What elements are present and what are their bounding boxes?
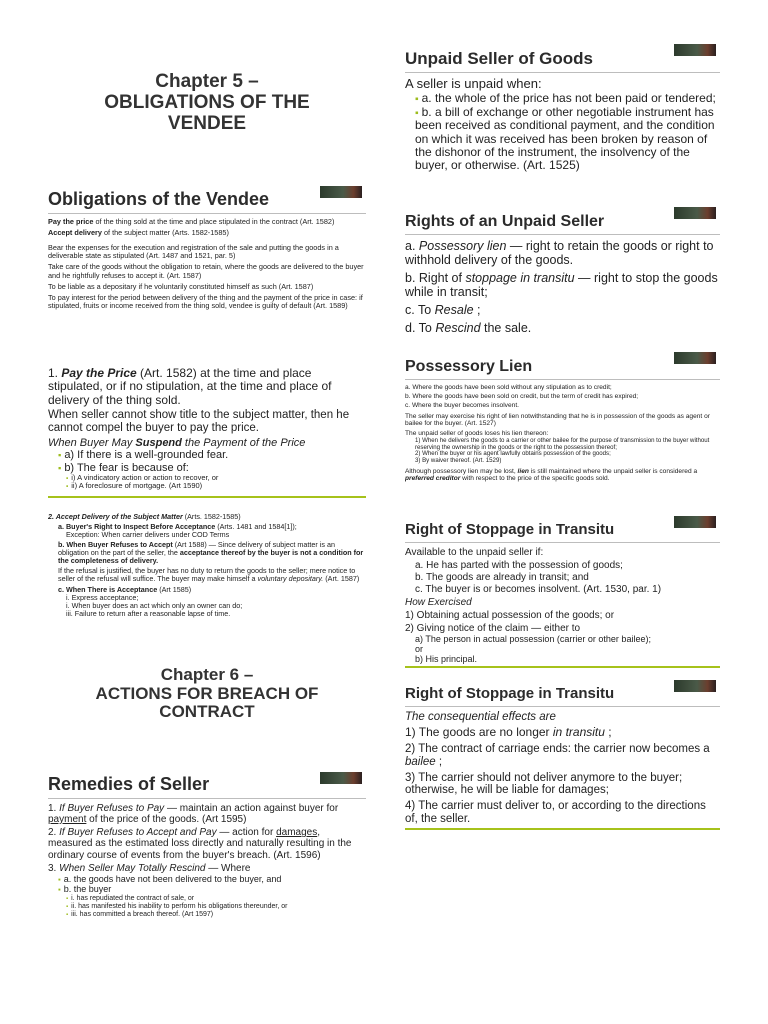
list-item: The unpaid seller of goods loses his lien thereon: — [405, 430, 549, 438]
list-item: 1. If Buyer Refuses to Pay — maintain an action against buyer for payment of the price of the goods. (Art 1595) — [48, 802, 339, 825]
slide-title: Right of Stoppage in Transitu — [405, 521, 615, 538]
chapter-5-heading: Chapter 5 – OBLIGATIONS OF THE VENDEE — [104, 72, 310, 134]
slide-title: Remedies of Seller — [48, 774, 210, 794]
stoppage-in-transitu-slide-2 — [405, 676, 720, 830]
list-item: or — [415, 643, 424, 654]
list-item: c. To Resale ; — [405, 302, 481, 317]
list-item: 2) Giving notice of the claim — either to — [405, 622, 581, 634]
list-item: 2. Accept Delivery of the Subject Matter (Arts. 1582-1585) — [48, 512, 241, 521]
remedies-list — [48, 803, 366, 919]
list-item: Bear the expenses for the execution and registration of the sale and putting the goods in a deliverable state as stipulated (Art. 1487 and 1521, par. 5) — [48, 243, 339, 261]
list-item: b. Where the goods have been sold on credit, but the term of credit has expired; — [405, 392, 639, 400]
list-item: ▪ a) If there is a well-grounded fear. — [58, 449, 229, 462]
chapter-6-title-slide — [48, 666, 366, 730]
list-item: 2) When the buyer or his agent lawfully obtains possession of the goods; — [415, 450, 611, 458]
slide-accent-rule — [405, 828, 720, 830]
list-item: ▪ a. the whole of the price has not been paid or tendered; — [415, 91, 716, 106]
list-item: c. When There is Acceptance (Art 1585) — [58, 584, 192, 594]
slide-accent-rule — [48, 496, 366, 498]
list-item: ▪ b. a bill of exchange or other negotiable instrument has been received as conditional payment, and the condition on which it was received has been broken by reason of the dishonor of the instrument, the insolvency of the buyer, or otherwise. (Art. 1525) — [415, 104, 715, 173]
pay-the-price-slide — [48, 362, 366, 498]
title-rule — [405, 542, 720, 543]
rights-list — [405, 239, 720, 335]
stoppage-in-transitu-slide-1 — [405, 512, 720, 668]
list-item: The seller may exercise his right of lien notwithstanding that he is in possession of the goods as agent or bailee for the buyer. (Art. 1527) — [405, 412, 710, 428]
possessory-lien-list — [405, 384, 720, 483]
presenter-thumbnail — [674, 44, 716, 56]
unpaid-seller-slide — [405, 40, 720, 186]
consequential-effects-list — [405, 711, 720, 827]
list-item: ▪ b) The fear is because of: — [58, 461, 189, 474]
list-item: To be liable as a depositary if he voluntarily constituted himself as such (Art. 1587) — [48, 281, 314, 291]
list-item: Take care of the goods without the obligation to retain, where the goods are delivered to the buyer and he rightfully refuses to accept it. (Art. 1587) — [48, 262, 364, 280]
list-item: c. The buyer is or becomes insolvent. (Art. 1530, par. 1) — [415, 584, 662, 596]
list-item: 4) The carrier must deliver to, or according to the directions of, the seller. — [405, 800, 706, 826]
slide-accent-rule — [405, 666, 720, 668]
list-item: a) The person in actual possession (carrier or other bailee); — [415, 633, 651, 644]
list-item: 1) The goods are no longer in transitu ; — [405, 725, 612, 740]
list-item: c. Where the buyer becomes insolvent. — [405, 402, 519, 410]
title-rule — [48, 213, 366, 214]
pay-price-content — [48, 362, 366, 491]
list-item: Pay the price of the thing sold at the time and place stipulated in the contract (Art. 1582) — [48, 216, 335, 226]
list-item: A seller is unpaid when: — [405, 75, 542, 91]
obligations-of-vendee-slide — [48, 182, 366, 345]
slide-title: Unpaid Seller of Goods — [405, 49, 593, 68]
slide-title: Rights of an Unpaid Seller — [405, 213, 605, 230]
slide-title: Right of Stoppage in Transitu — [405, 685, 615, 702]
presenter-thumbnail — [320, 186, 362, 198]
list-item: 3. When Seller May Totally Rescind — Where — [48, 862, 251, 874]
list-item: 2) The contract of carriage ends: the carrier now becomes a bailee ; — [405, 742, 710, 768]
obligations-list — [48, 218, 366, 311]
list-item: 2. If Buyer Refuses to Accept and Pay — action for damages, measured as the estimated loss directly and naturally resulting in the ordinary course of events from the buyer's breach. (Art. 1596) — [48, 827, 352, 861]
slide-title: Possessory Lien — [405, 358, 533, 375]
list-item: b. Right of stoppage in transitu — right to stop the goods while in transit; — [405, 270, 718, 299]
list-item: ▪ i. has repudiated the contract of sale, or — [66, 895, 195, 903]
list-item: ▪ iii. has committed a breach thereof. (Art 1597) — [66, 910, 214, 918]
title-rule — [405, 706, 720, 707]
slide-title: Obligations of the Vendee — [48, 189, 270, 209]
stoppage-conditions-list — [405, 547, 720, 665]
list-item: When seller cannot show title to the subject matter, then he cannot compel the buyer to pay the price. — [48, 409, 350, 435]
list-item: How Exercised — [405, 597, 472, 609]
list-item: a. He has parted with the possession of goods; — [415, 559, 623, 571]
list-item: Although possessory lien may be lost, lien is still maintained where the unpaid seller is considered a preferred creditor with respect to the price of the specific goods sold. — [405, 468, 698, 483]
list-item: If the refusal is justified, the buyer has no duty to return the goods to the seller; mere notice to seller of the refusal will suffice. The buyer may make himself a voluntary depositary. (Art. 1587) — [58, 566, 360, 584]
list-item: ▪ b. the buyer — [58, 884, 112, 895]
title-rule — [405, 72, 720, 73]
list-item: Exception: When carrier delivers under COD Terms — [66, 530, 230, 540]
accept-delivery-slide — [48, 510, 366, 634]
list-item: i. Express acceptance; — [66, 592, 139, 602]
presenter-thumbnail — [674, 680, 716, 692]
chapter-6-heading: Chapter 6 – ACTIONS FOR BREACH OF CONTRACT — [95, 666, 319, 722]
title-rule — [405, 234, 720, 235]
list-item: a. Possessory lien — right to retain the goods or right to withhold delivery of the goods. — [405, 238, 714, 267]
presenter-thumbnail — [674, 207, 716, 219]
list-item: 1) When he delivers the goods to a carrier or other bailee for the purpose of transmission to the buyer without reserving the ownership in the goods or the right to the possession thereof; — [415, 436, 710, 451]
list-item: iii. Failure to return after a reasonable lapse of time. — [66, 608, 231, 618]
list-item: b. When Buyer Refuses to Accept (Art 1588) — Since delivery of subject matter is an obligation on the part of the seller, the acceptance thereof by the buyer is not a condition for the completeness of delivery. — [58, 540, 364, 566]
list-item: b. The goods are already in transit; and — [415, 571, 589, 583]
list-item: i. When buyer does an act which only an owner can do; — [66, 600, 243, 610]
rights-of-unpaid-seller-slide — [405, 203, 720, 343]
list-item: When Buyer May Suspend the Payment of the Price — [48, 437, 306, 450]
list-item: d. To Rescind the sale. — [405, 320, 532, 335]
list-item: ▪ i) A vindicatory action or action to recover, or — [66, 473, 219, 482]
list-item: ▪ ii. has manifested his inability to perform his obligations thereunder, or — [66, 902, 288, 910]
list-item: 3) By waiver thereof. (Art. 1529) — [415, 457, 502, 465]
remedies-of-seller-slide — [48, 768, 366, 926]
pay-price-heading: 1. Pay the Price (Art. 1582) at the time and place stipulated, or if no stipulation, at the time and place of delivery of the thing sold. — [48, 366, 332, 407]
title-rule — [48, 798, 366, 799]
list-item: 3) The carrier should not deliver anymore to the buyer; otherwise, he will be liable for damages; — [405, 771, 683, 797]
accept-delivery-content — [48, 510, 366, 618]
list-item: Available to the unpaid seller if: — [405, 546, 544, 558]
list-item: a. Where the goods have been sold without any stipulation as to credit; — [405, 383, 612, 391]
list-item: 1) Obtaining actual possession of the goods; or — [405, 610, 615, 622]
presenter-thumbnail — [674, 516, 716, 528]
list-item: b) His principal. — [415, 653, 478, 664]
unpaid-seller-list — [405, 77, 720, 173]
chapter-5-title-slide — [48, 72, 366, 144]
presenter-thumbnail — [320, 772, 362, 784]
list-item: Accept delivery of the subject matter (Arts. 1582-1585) — [48, 227, 229, 237]
presenter-thumbnail — [674, 352, 716, 364]
list-item: To pay interest for the period between delivery of the thing and the payment of the price in case: if stipulated, fruits or income received from the thing sold, vendee is guilty of default (Art. 1589) — [48, 293, 363, 311]
list-item: a. Buyer's Right to Inspect Before Acceptance (Arts. 1481 and 1584[1]); — [58, 522, 297, 532]
list-item: ▪ ii) A foreclosure of mortgage. (Art 1590) — [66, 481, 203, 491]
list-item: The consequential effects are — [405, 710, 556, 723]
possessory-lien-slide — [405, 348, 720, 506]
title-rule — [405, 379, 720, 380]
list-item: ▪ a. the goods have not been delivered to the buyer, and — [58, 873, 282, 884]
